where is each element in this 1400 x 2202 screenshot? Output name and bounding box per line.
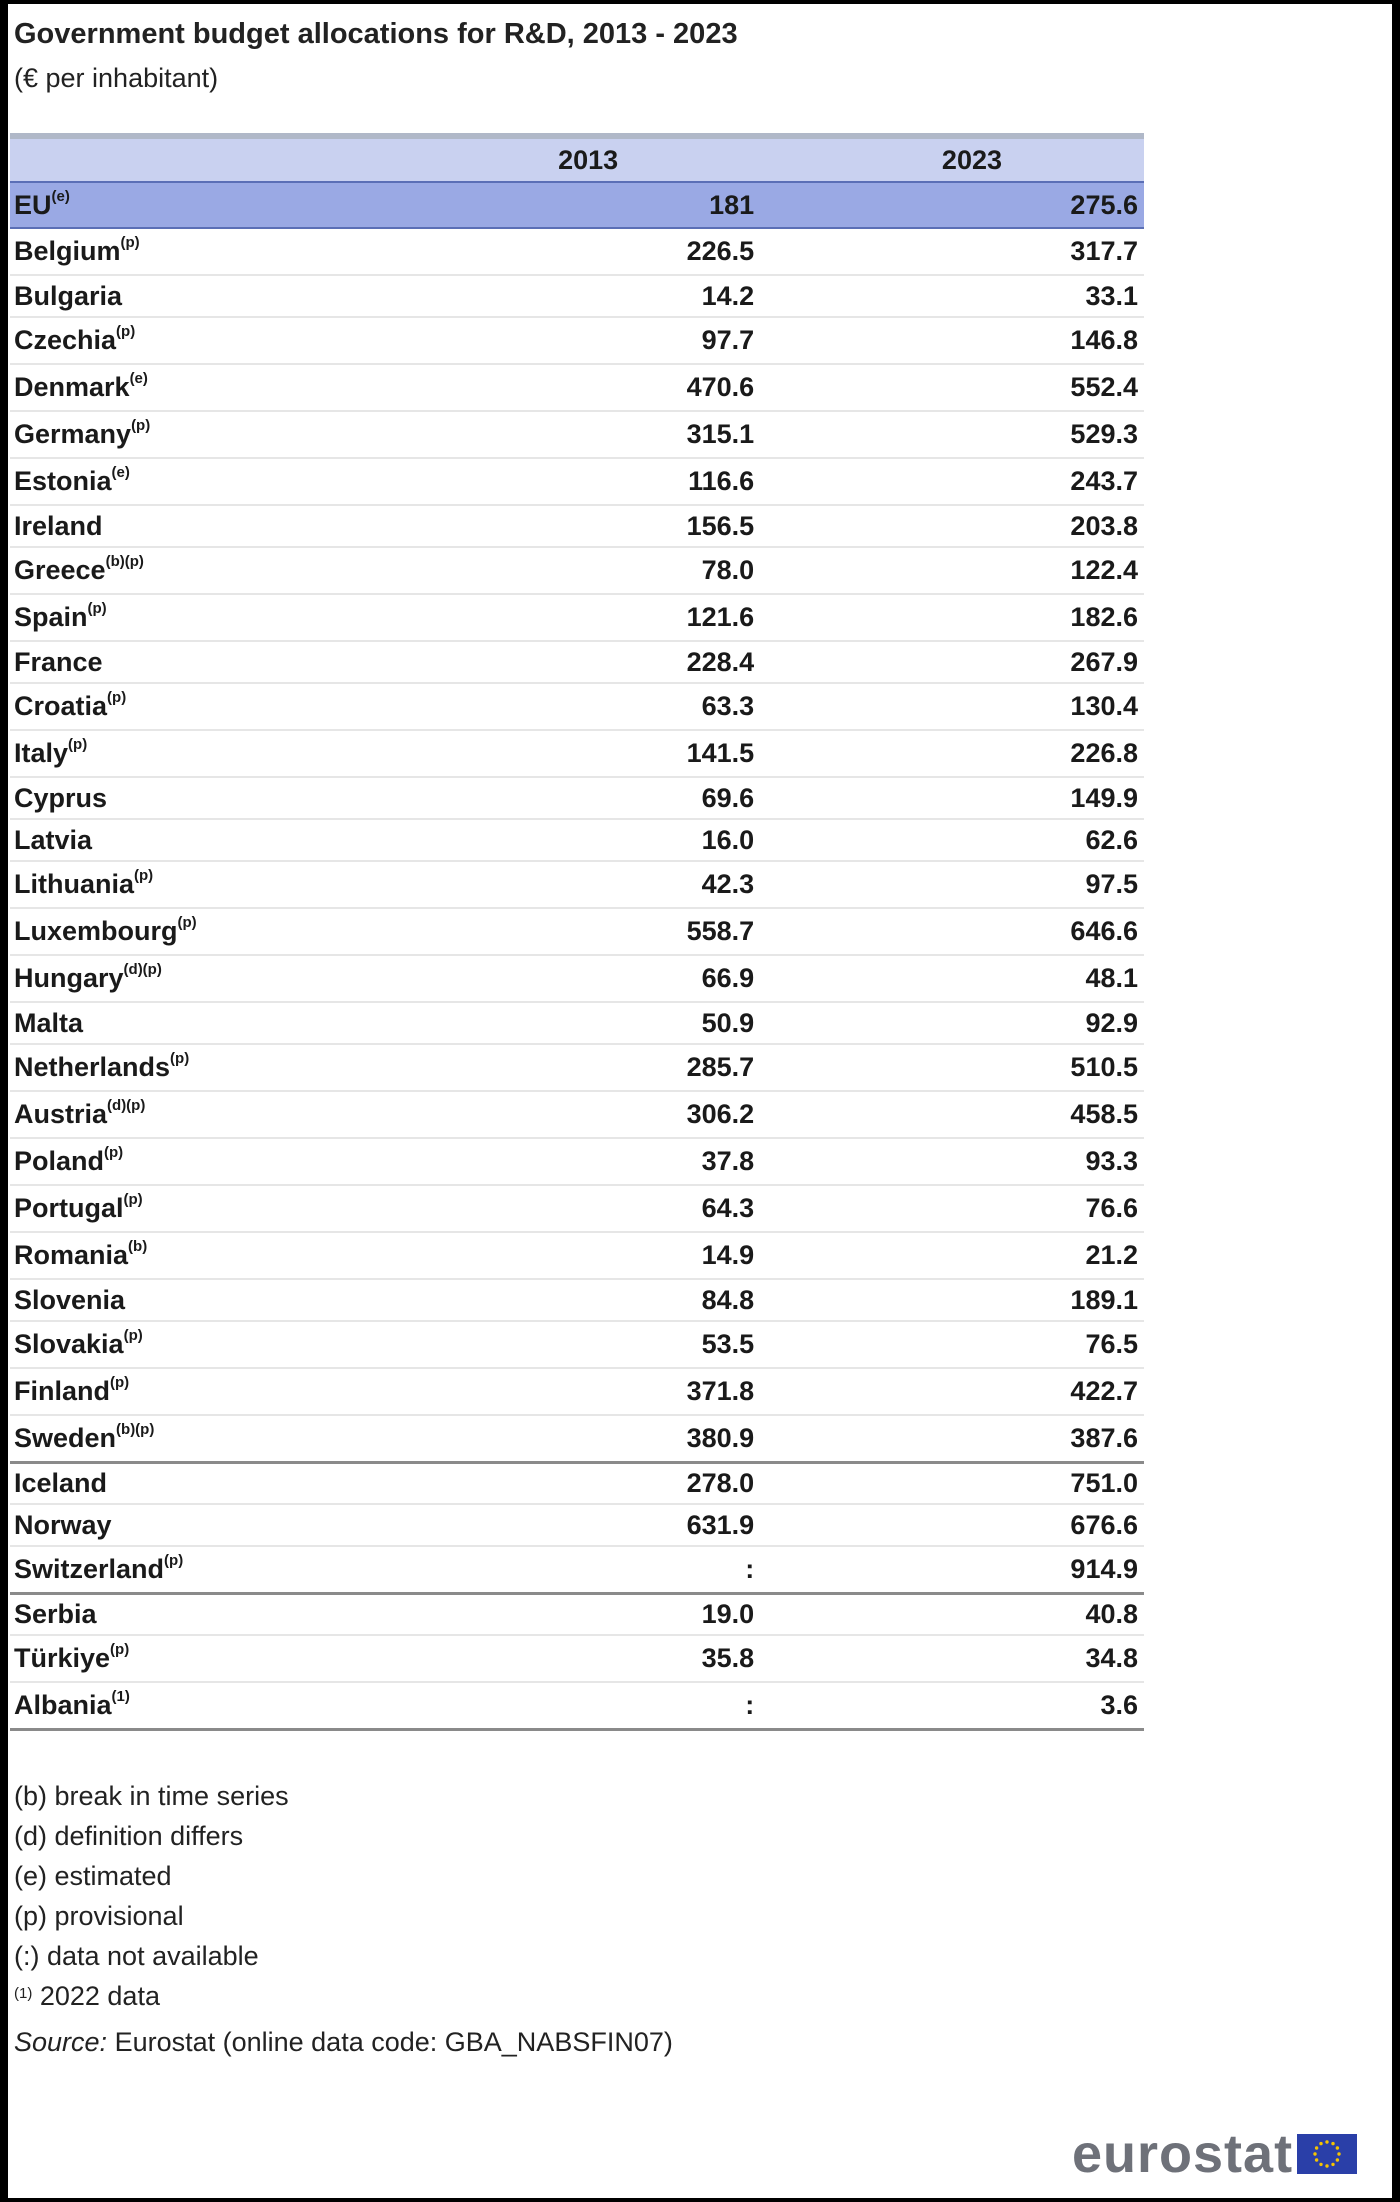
row-country xyxy=(10,955,377,1002)
row-country xyxy=(10,547,377,594)
flag-star xyxy=(1336,2146,1339,2149)
flag-star xyxy=(1319,2142,1322,2145)
flag-star xyxy=(1325,2164,1328,2167)
footnote-marker: (b) xyxy=(128,1238,148,1255)
footnote-marker: (p) xyxy=(104,1144,124,1161)
value-2023: 33.1 xyxy=(766,275,1144,317)
country-name: Estonia xyxy=(14,466,112,496)
row-country xyxy=(10,1044,377,1091)
row-country xyxy=(10,275,377,317)
row-country xyxy=(10,777,377,819)
value-2013: 14.2 xyxy=(377,275,767,317)
flag-star xyxy=(1325,2140,1328,2143)
value-2023: 92.9 xyxy=(766,1002,1144,1044)
footnote-item xyxy=(14,1896,673,1936)
value-2023: 458.5 xyxy=(766,1091,1144,1138)
value-2013: 278.0 xyxy=(377,1462,767,1504)
value-2013: : xyxy=(377,1682,767,1729)
country-name: Norway xyxy=(14,1509,112,1540)
value-2013: 226.5 xyxy=(377,228,767,275)
value-2013: 42.3 xyxy=(377,861,767,908)
row-country xyxy=(10,1504,377,1546)
country-name: Germany xyxy=(14,419,132,449)
row-country xyxy=(10,411,377,458)
data-table xyxy=(10,133,1144,1731)
footnote-text: (b) break in time series xyxy=(14,1781,289,1811)
value-2023: 40.8 xyxy=(766,1593,1144,1635)
flag-star xyxy=(1319,2163,1322,2166)
table-row xyxy=(10,1682,1144,1729)
table-row xyxy=(10,819,1144,861)
country-name: Denmark xyxy=(14,372,130,402)
footnote-text: (:) data not available xyxy=(14,1941,259,1971)
value-2023: 76.5 xyxy=(766,1321,1144,1368)
value-2013: 19.0 xyxy=(377,1593,767,1635)
value-2023: 3.6 xyxy=(766,1682,1144,1729)
country-name: Bulgaria xyxy=(14,280,123,311)
country-name: Belgium xyxy=(14,236,121,266)
value-2023: 62.6 xyxy=(766,819,1144,861)
footnote-marker: (p) xyxy=(170,1050,190,1067)
value-2023: 226.8 xyxy=(766,730,1144,777)
flag-star xyxy=(1315,2146,1318,2149)
eurostat-wordmark: eurostat xyxy=(1072,2124,1294,2184)
source-text: Eurostat (online data code: GBA_NABSFIN07) xyxy=(107,2027,673,2057)
footnote-marker: (p) xyxy=(134,867,154,884)
footnote-marker: (p) xyxy=(131,417,151,434)
footnote-marker: (e) xyxy=(51,187,70,205)
table-row xyxy=(10,641,1144,683)
value-2023: 34.8 xyxy=(766,1635,1144,1682)
source-label: Source: xyxy=(14,2027,108,2057)
footnote-marker: (p) xyxy=(110,1641,130,1658)
value-2013: 16.0 xyxy=(377,819,767,861)
source-line xyxy=(14,2022,673,2062)
row-country xyxy=(10,364,377,411)
table-row xyxy=(10,683,1144,730)
footnote-marker: (p) xyxy=(87,600,107,617)
footnote-item xyxy=(14,1856,673,1896)
row-country xyxy=(10,861,377,908)
table-row xyxy=(10,1504,1144,1546)
footnote-marker: (1) xyxy=(111,1687,130,1705)
row-country xyxy=(10,641,377,683)
footnote-list xyxy=(14,1776,673,2016)
row-country xyxy=(10,182,377,228)
table-row xyxy=(10,1232,1144,1279)
table-row xyxy=(10,955,1144,1002)
value-2023: 130.4 xyxy=(766,683,1144,730)
footnote-marker: (p) xyxy=(123,1327,143,1344)
row-country xyxy=(10,1682,377,1729)
table-row xyxy=(10,547,1144,594)
page-subtitle: (€ per inhabitant) xyxy=(14,63,219,93)
footnote-marker: (d)(p) xyxy=(107,1097,146,1114)
value-2023: 97.5 xyxy=(766,861,1144,908)
footnote-item xyxy=(14,1816,673,1856)
row-country xyxy=(10,683,377,730)
country-name: Italy xyxy=(14,738,69,768)
country-name: Slovakia xyxy=(14,1329,124,1359)
country-name: Greece xyxy=(14,555,106,585)
flag-star xyxy=(1315,2158,1318,2161)
page-title: Government budget allocations for R&D, 2013 - 2023 xyxy=(14,18,738,50)
table-row xyxy=(10,1138,1144,1185)
country-name: Latvia xyxy=(14,824,93,855)
row-country xyxy=(10,1138,377,1185)
value-2023: 751.0 xyxy=(766,1462,1144,1504)
eu-flag-icon xyxy=(1297,2134,1357,2174)
flag-star xyxy=(1337,2152,1340,2155)
value-2023: 267.9 xyxy=(766,641,1144,683)
table-row xyxy=(10,1635,1144,1682)
value-2013: 285.7 xyxy=(377,1044,767,1091)
row-country xyxy=(10,730,377,777)
table-row xyxy=(10,730,1144,777)
country-name: EU xyxy=(14,189,52,220)
table-row xyxy=(10,1368,1144,1415)
country-name: Hungary xyxy=(14,963,124,993)
flag-star xyxy=(1331,2163,1334,2166)
row-country xyxy=(10,819,377,861)
value-2023: 510.5 xyxy=(766,1044,1144,1091)
country-name: Netherlands xyxy=(14,1052,171,1082)
value-2013: 50.9 xyxy=(377,1002,767,1044)
row-country xyxy=(10,1232,377,1279)
row-country xyxy=(10,1462,377,1504)
row-country xyxy=(10,317,377,364)
row-country xyxy=(10,1415,377,1462)
country-name: Czechia xyxy=(14,325,117,355)
row-country xyxy=(10,594,377,641)
table-row xyxy=(10,1321,1144,1368)
row-country xyxy=(10,908,377,955)
value-2013: 66.9 xyxy=(377,955,767,1002)
flag-star xyxy=(1336,2158,1339,2161)
footnotes xyxy=(14,1776,673,2062)
row-country xyxy=(10,1593,377,1635)
footnote-marker: (b)(p) xyxy=(105,553,144,570)
flag-star xyxy=(1331,2142,1334,2145)
table-row xyxy=(10,1091,1144,1138)
value-2023: 203.8 xyxy=(766,505,1144,547)
flag-star xyxy=(1313,2152,1316,2155)
table-row xyxy=(10,594,1144,641)
value-2023: 146.8 xyxy=(766,317,1144,364)
value-2023: 48.1 xyxy=(766,955,1144,1002)
value-2013: 84.8 xyxy=(377,1279,767,1321)
row-country xyxy=(10,1546,377,1593)
value-2023: 149.9 xyxy=(766,777,1144,819)
value-2013: 371.8 xyxy=(377,1368,767,1415)
footnote-marker: (p) xyxy=(120,234,140,251)
country-name: Albania xyxy=(14,1689,112,1720)
country-name: Luxembourg xyxy=(14,916,178,946)
footnote-text: 2022 data xyxy=(32,1981,160,2011)
table-row xyxy=(10,908,1144,955)
table-row xyxy=(10,275,1144,317)
footnote-marker: (b)(p) xyxy=(116,1420,155,1438)
value-2013: 14.9 xyxy=(377,1232,767,1279)
country-name: Romania xyxy=(14,1240,129,1270)
footnote-marker: (p) xyxy=(116,323,136,340)
footnote-item xyxy=(14,1976,673,2016)
country-name: Spain xyxy=(14,602,88,632)
row-country xyxy=(10,505,377,547)
table-row xyxy=(10,1462,1144,1504)
table-header-row xyxy=(10,136,1144,182)
country-name: Ireland xyxy=(14,510,103,541)
row-country xyxy=(10,1368,377,1415)
footnote-marker: (e) xyxy=(111,464,130,481)
value-2013: 156.5 xyxy=(377,505,767,547)
value-2023: 422.7 xyxy=(766,1368,1144,1415)
table-row xyxy=(10,1279,1144,1321)
row-country xyxy=(10,1279,377,1321)
value-2013: 69.6 xyxy=(377,777,767,819)
country-name: Austria xyxy=(14,1099,108,1129)
column-header-2023: 2023 xyxy=(766,136,1144,182)
value-2013: 141.5 xyxy=(377,730,767,777)
eurostat-logo xyxy=(1072,2123,1357,2185)
country-name: Poland xyxy=(14,1146,105,1176)
row-country xyxy=(10,228,377,275)
country-name: Türkiye xyxy=(14,1643,111,1673)
table-row xyxy=(10,1546,1144,1593)
value-2013: 631.9 xyxy=(377,1504,767,1546)
country-name: Croatia xyxy=(14,691,108,721)
country-name: Cyprus xyxy=(14,782,108,813)
country-name: Sweden xyxy=(14,1422,117,1453)
value-2013: 97.7 xyxy=(377,317,767,364)
value-2013: 35.8 xyxy=(377,1635,767,1682)
footnote-text: (d) definition differs xyxy=(14,1821,244,1851)
country-name: Portugal xyxy=(14,1193,124,1223)
footnote-item xyxy=(14,1776,673,1816)
table-row xyxy=(10,364,1144,411)
value-2023: 122.4 xyxy=(766,547,1144,594)
footnote-marker: (p) xyxy=(68,736,88,753)
value-2023: 76.6 xyxy=(766,1185,1144,1232)
footnote-marker: (d)(p) xyxy=(123,961,162,978)
table-row xyxy=(10,1002,1144,1044)
value-2023: 387.6 xyxy=(766,1415,1144,1462)
row-country xyxy=(10,458,377,505)
table-row xyxy=(10,411,1144,458)
value-2013: 63.3 xyxy=(377,683,767,730)
row-country xyxy=(10,1091,377,1138)
row-country xyxy=(10,1185,377,1232)
footnote-item xyxy=(14,1936,673,1976)
value-2013: 78.0 xyxy=(377,547,767,594)
footnote-marker: (p) xyxy=(123,1191,143,1208)
footnote-text: (e) estimated xyxy=(14,1861,172,1891)
country-name: Switzerland xyxy=(14,1553,165,1584)
footnote-marker: (e) xyxy=(129,370,148,387)
country-name: Serbia xyxy=(14,1598,97,1629)
table-row xyxy=(10,1044,1144,1091)
row-country xyxy=(10,1002,377,1044)
footnote-marker: (p) xyxy=(110,1374,130,1391)
value-2013: 470.6 xyxy=(377,364,767,411)
value-2023: 189.1 xyxy=(766,1279,1144,1321)
table-row xyxy=(10,1593,1144,1635)
country-name: Malta xyxy=(14,1007,84,1038)
value-2023: 93.3 xyxy=(766,1138,1144,1185)
footnote-marker: (p) xyxy=(177,914,197,931)
table-row xyxy=(10,861,1144,908)
table-row xyxy=(10,458,1144,505)
value-2013: 37.8 xyxy=(377,1138,767,1185)
value-2013: 558.7 xyxy=(377,908,767,955)
table-row xyxy=(10,228,1144,275)
country-name: Lithuania xyxy=(14,869,134,899)
table-row xyxy=(10,777,1144,819)
footnote-text: (p) provisional xyxy=(14,1901,184,1931)
table-row xyxy=(10,317,1144,364)
footnote-marker: (p) xyxy=(164,1551,184,1569)
value-2023: 317.7 xyxy=(766,228,1144,275)
value-2023: 275.6 xyxy=(766,182,1144,228)
value-2013: 306.2 xyxy=(377,1091,767,1138)
table-row-eu xyxy=(10,182,1144,228)
footnote-marker: (1) xyxy=(14,1985,33,2002)
value-2023: 914.9 xyxy=(766,1546,1144,1593)
value-2023: 21.2 xyxy=(766,1232,1144,1279)
row-country xyxy=(10,1321,377,1368)
value-2013: 315.1 xyxy=(377,411,767,458)
country-name: Iceland xyxy=(14,1467,108,1498)
value-2023: 182.6 xyxy=(766,594,1144,641)
value-2023: 676.6 xyxy=(766,1504,1144,1546)
column-header-2013: 2013 xyxy=(377,136,767,182)
value-2023: 529.3 xyxy=(766,411,1144,458)
value-2013: 228.4 xyxy=(377,641,767,683)
value-2013: 380.9 xyxy=(377,1415,767,1462)
value-2013: 116.6 xyxy=(377,458,767,505)
value-2013: : xyxy=(377,1546,767,1593)
column-header-country xyxy=(10,136,377,182)
value-2023: 646.6 xyxy=(766,908,1144,955)
country-name: France xyxy=(14,646,103,677)
table-row xyxy=(10,1415,1144,1462)
footnote-marker: (p) xyxy=(107,689,127,706)
table-row xyxy=(10,505,1144,547)
value-2023: 552.4 xyxy=(766,364,1144,411)
table-body xyxy=(10,182,1144,1729)
value-2013: 53.5 xyxy=(377,1321,767,1368)
row-country xyxy=(10,1635,377,1682)
value-2013: 181 xyxy=(377,182,767,228)
value-2013: 121.6 xyxy=(377,594,767,641)
country-name: Finland xyxy=(14,1376,110,1406)
table-row xyxy=(10,1185,1144,1232)
country-name: Slovenia xyxy=(14,1284,126,1315)
value-2023: 243.7 xyxy=(766,458,1144,505)
value-2013: 64.3 xyxy=(377,1185,767,1232)
